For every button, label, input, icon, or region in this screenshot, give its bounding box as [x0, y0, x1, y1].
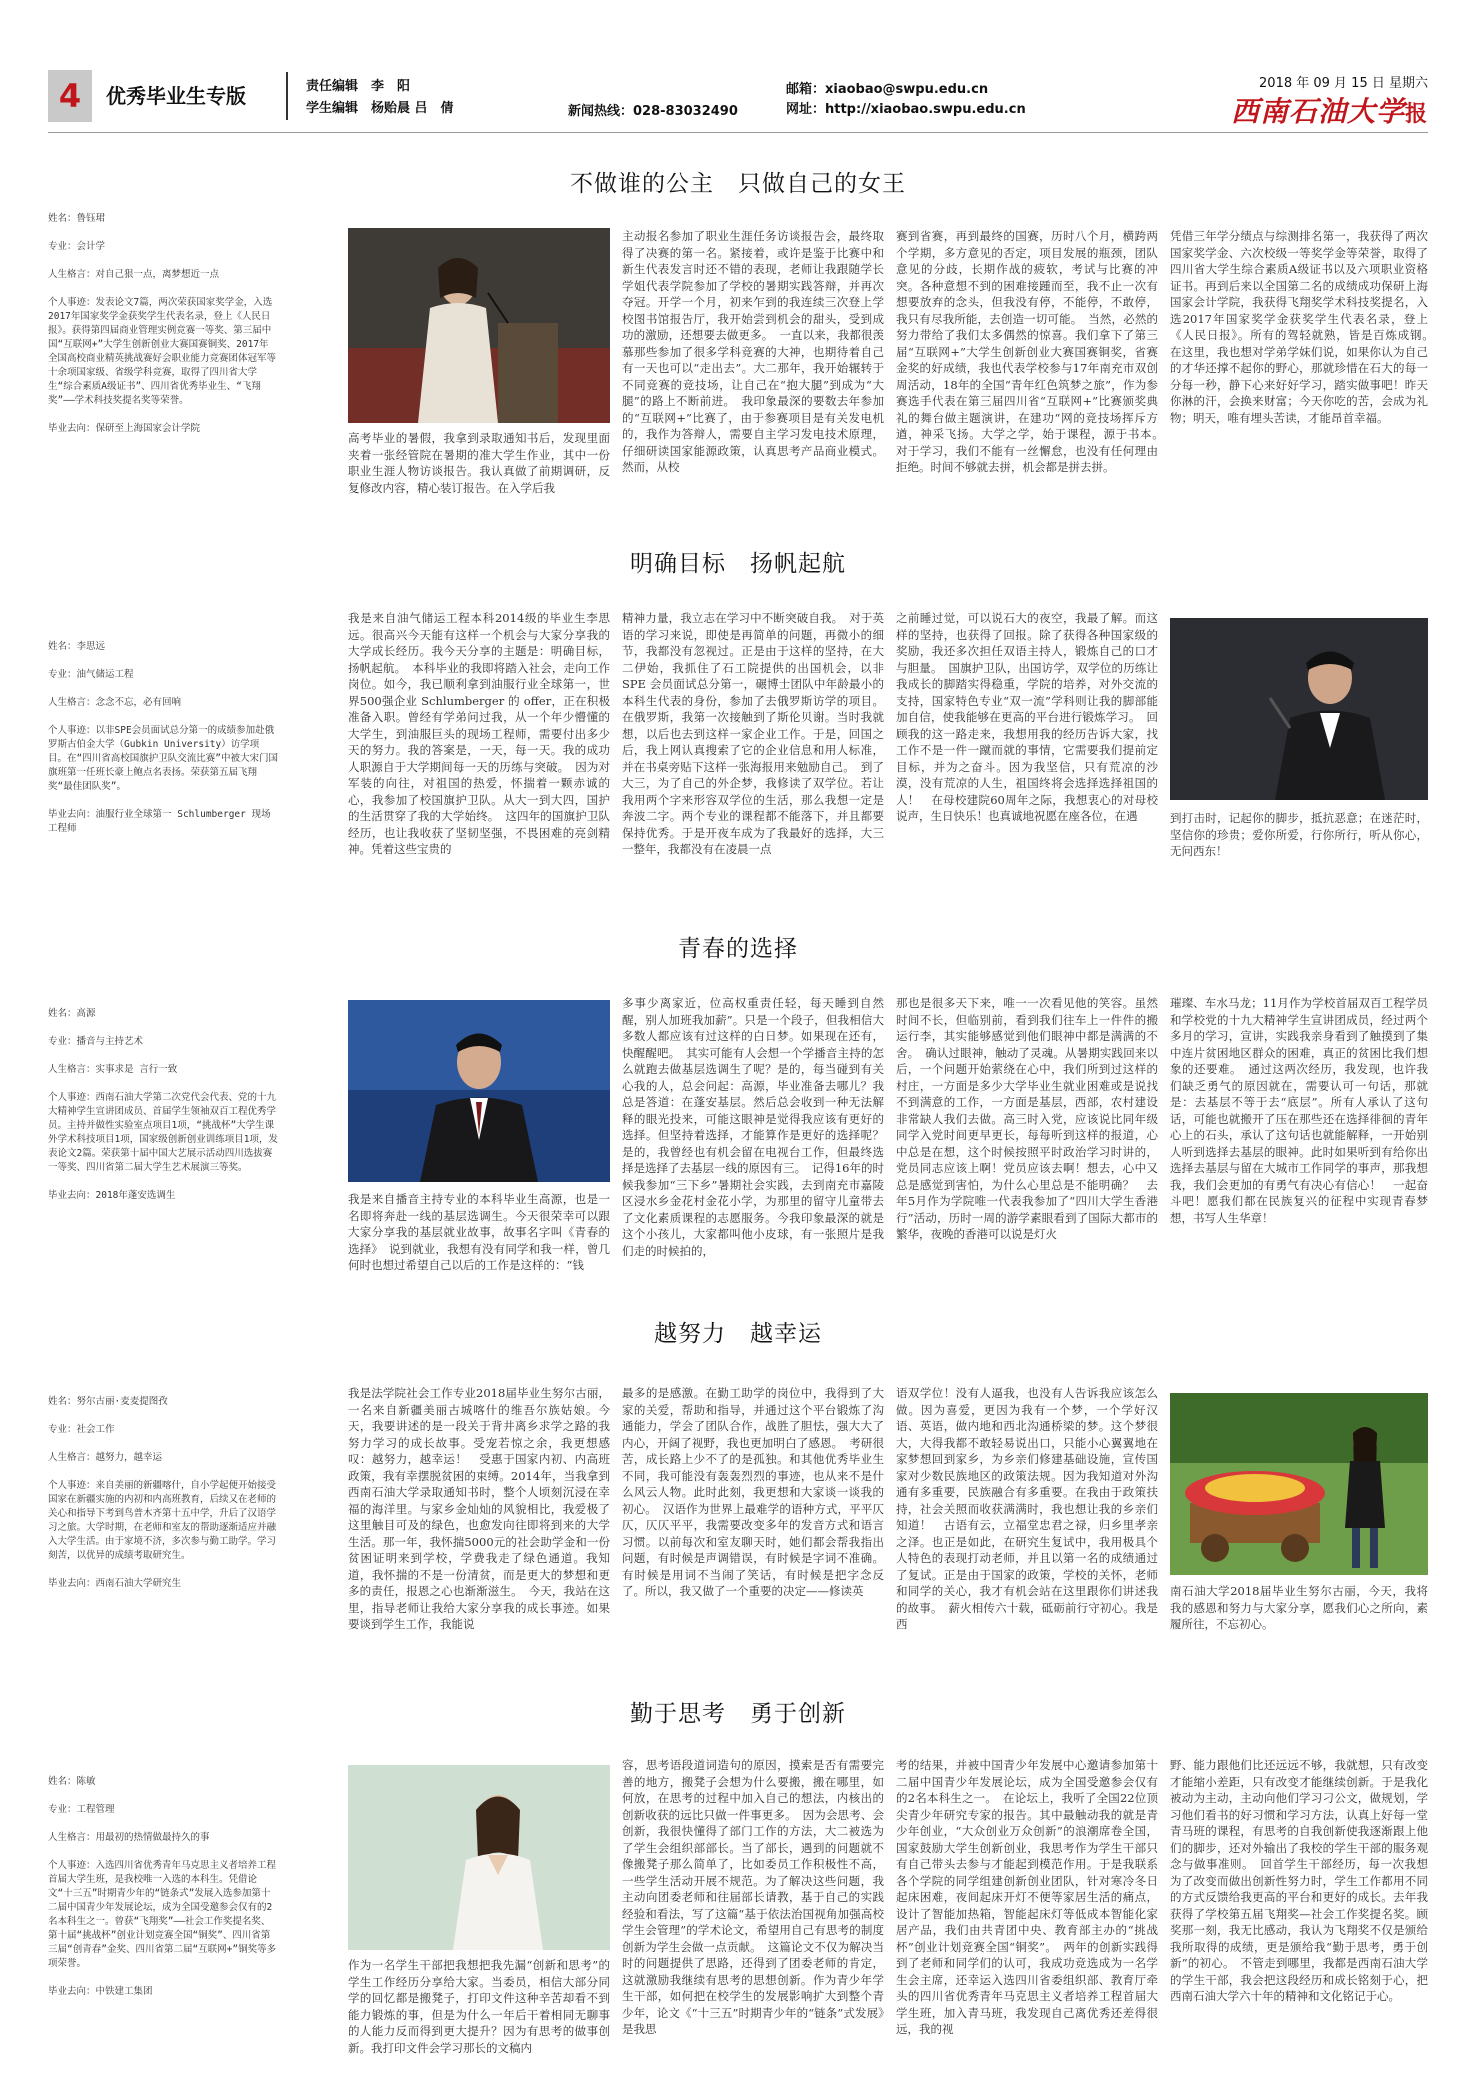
profile-name: 姓名：努尔古丽·麦麦提图孜: [48, 1396, 168, 1407]
profile-major: 专业：播音与主持艺术: [48, 1036, 144, 1047]
student-editors: 学生编辑 杨贻晨 吕 倩: [306, 101, 454, 116]
profile-motto: 人生格言：用最初的热情做最持久的事: [48, 1832, 210, 1843]
profile-sidebar: [48, 640, 278, 850]
broadcaster-illustration: [348, 1000, 610, 1182]
portrait-photo: [1170, 618, 1428, 800]
article-title: 不做谁的公主 只做自己的女王: [570, 171, 906, 197]
article-5: [48, 1695, 1428, 2075]
profile-major: 专业：社会工作: [48, 1424, 115, 1435]
issue-date: 2018 年 09 月 15 日 星期六: [1259, 76, 1428, 91]
portrait-photo: [348, 1765, 610, 1950]
profile-major: 专业：工程管理: [48, 1804, 115, 1815]
profile-sidebar: [48, 212, 278, 450]
profile-name: 姓名：鲁钰珺: [48, 213, 106, 224]
article-column-2: 考的结果，并被中国青少年发展中心邀请参加第十二届中国青少年发展论坛，成为全国受邀参会仅有的2名本科生之一。 在论坛上，我听了全国22位顶尖青少年研究专家的报告。其中最触动我的就是青少年创业，“大众创业万众创新”的浪潮席卷全国，国家鼓励大学生创新创业，我思考作为学生干部只有自己带头去参与才能起到模范作用。于是我联系各个学院的同学组建创新创业团队，针对寒冷冬日起床困难，夜间起床开灯不便等家居生活的痛点，设计了智能加热箱，智能起床灯等低成本智能化家居产品，我们由共青团中央、教育部主办的“挑战杯”创业计划竞赛全国“铜奖”。 两年的创新实践得到了老师和同学们的认可，我成功竞选成为一名学生会主席，还幸运入选四川省委组织部、教育厅牵头的四川省优秀青年马克思主义者培养工程首届大学生班，加入青马班，我发现自己离优秀还差得很远，我的视: [896, 1758, 1158, 2036]
portrait-photo: [1170, 1393, 1428, 1575]
article-4: [48, 1315, 1428, 1695]
article-2: [48, 540, 1428, 930]
garden-illustration: [1170, 1393, 1428, 1575]
article-column-3: 语双学位！没有人逼我，也没有人告诉我应该怎么做。因为喜爱，更因为我有一个梦，一个学好汉语、英语，做内地和西北沟通桥梁的梦。这个梦很大，大得我都不敢轻易说出口，只能小心翼翼地在家梦想回到家乡，为乡亲们修建基础设施，宣传国家对少数民族地区的政策法规。因为我知道对外沟通有多重要，民族融合有多重要。在我由于政策扶持，社会关照而收获满满时，我也想让我的乡亲们知道！ 古语有云，立福堂忠君之禄，归乡里孝亲之泽。也正是如此，在研究生复试中，我用极具个人特色的表现打动老师，并且以第一名的成绩通过了复试。正是由于国家的政策，学校的关怀，老师和同学的关心，我才有机会站在这里跟你们讲述我的故事。 薪火相传六十载，砥砺前行守初心。我是西: [896, 1386, 1158, 1631]
article-column-2: 最多的是感激。在勤工助学的岗位中，我得到了大家的关爱，帮助和指导，并通过这个平台锻炼了沟通能力，学会了团队合作，战胜了胆怯，强大大了内心，开阔了视野，我也更加明白了感恩。 考研很苦，成长路上少不了的是孤独。和其他优秀毕业生不同，我可能没有轰轰烈烈的事迹，也从来不是什么风云人物。此时此刻，我更想和大家谈一谈我的初心。 汉语作为世界上最难学的语种方式，平平仄仄，仄仄平平，我需要改变多年的发音方式和语言习惯。以前每次和室友聊天时，她们都会帮我指出问题，有时候是声调错误，有时候是字词不准确。有时候是用词不当闹了笑话，有时候是把字念反了。所以，我又做了一个重要的决定——修读英: [622, 1386, 884, 1598]
article-1: [48, 160, 1440, 540]
brand-suffix: 报: [1404, 101, 1428, 127]
speaker-illustration: [1170, 618, 1428, 800]
website[interactable]: 网址：http://xiaobao.swpu.edu.cn: [786, 102, 1026, 117]
email[interactable]: 邮箱：xiaobao@swpu.edu.cn: [786, 82, 989, 97]
photo-caption: 高考毕业的暑假，我拿到录取通知书后，发现里面夹着一张经管院在暑期的准大学生作业，其中一份职业生涯人物访谈报告。我认真做了前期调研，反复修改内容，精心装订报告。在入学后我: [348, 431, 610, 495]
article-column-3: 凭借三年学分绩点与综测排名第一，我获得了两次国家奖学金、六次校级一等奖学金等荣誉，取得了四川省大学生综合素质A级证书以及六项职业资格证书。再到后来以全国第二名的成绩成功保研上海国家会计学院，我获得飞翔奖学术科技奖提名，入选2017年国家奖学金获奖学生代表名录，登上《人民日报》。所有的驾轻就熟，皆是百炼成钢。 在这里，我也想对学弟学妹们说，如果你认为自己的才华还撑不起你的野心，那就珍惜在石大的每一分每一秒，静下心来好好学习，踏实做事吧！昨天你淋的汗，会换来财富；今天你吃的苦，会成为礼物；明天，唯有埋头苦读，才能昂首幸福。: [1170, 229, 1440, 425]
profile-achievements: 个人事迹：入选四川省优秀青年马克思主义者培养工程首届大学生班，是我校唯一入选的本科生。凭借论文“十三五”时期青少年的“链条式”发展入选参加第十二届中国青少年发展论坛，成为全国受邀参会仅有的2名本科生之一。曾获“飞翔奖”——社会工作奖提名奖、第十届“挑战杯”创业计划竞赛全国“铜奖”、四川省第三届“创青春”金奖、四川省第二届“互联网+”铜奖等多项荣誉。: [48, 1860, 277, 1969]
profile-name: 姓名：陈敏: [48, 1776, 96, 1787]
newspaper-logo: [1231, 90, 1428, 130]
profile-achievements: 个人事迹：西南石油大学第二次党代会代表、党的十九大精神学生宣讲团成员、首届学生领袖双百工程优秀学员。主持并做性实验室点项目1项，“挑战杯”大学生课外学术科技项目1项，国家级创新创业训练项目1项，发表论文2篇。荣获第十届中国大艺展示活动四川选拔赛一等奖、四川省第二届大学生艺术展演三等奖。: [48, 1092, 278, 1173]
profile-major: 专业：油气储运工程: [48, 669, 134, 680]
profile-destination: 毕业去向：中铁建工集团: [48, 1986, 153, 1997]
article-title: 青春的选择: [678, 936, 798, 962]
profile-destination: 毕业去向：油服行业全球第一 Schlumberger 现场工程师: [48, 809, 271, 834]
profile-motto: 人生格言：实事求是 言行一致: [48, 1064, 178, 1075]
photo-caption: 作为一名学生干部把我想把我先漏“创新和思考”的学生工作经历分享给大家。当委员，相信大部分同学的回忆都是搬凳子，打印文件这种辛苦却看不到能力锻炼的事，但是为什么一年后干着相同无聊事的人能力反而得到更大提升？因为有思考的做事创新。我打印文件会学习那长的文稿内: [348, 1958, 610, 2055]
article-column-3: 璀璨、车水马龙；11月作为学校首届双百工程学员和学校党的十九大精神学生宣讲团成员，经过两个多月的学习，宣讲，实践我亲身看到了触摸到了集中连片贫困地区群众的困难，真正的贫困比我们想象的还要难。 通过这两次经历，我发现，也许我们缺乏勇气的原因就在，需要认可一句话，那就是：去基层不等于去“底层”。所有人承认了这句话，可能也就搬开了压在那些还在选择徘徊的青年心上的石头，承认了这句话也就能解释，一开始别人听到选择去基层的眼神。此时如果听到有给你出选择去基层与留在大城市工作同学的事声，那我想我，我们会更加的有勇气有决心有信心！ 一起奋斗吧！愿我们都在民族复兴的征程中实现青春梦想，书写人生华章！: [1170, 996, 1428, 1225]
profile-motto: 人生格言：对自己狠一点，离梦想近一点: [48, 269, 220, 280]
article-column-2: 赛到省赛，再到最终的国赛，历时八个月，横跨两个学期，多方意见的否定，项目发展的瓶颈，团队意见的分歧，长期作战的疲软，考试与比赛的冲突。各种意想不到的困难接踵而至，我不止一次有想要放弃的念头，但我没有停，不能停，不敢停，我只有尽我所能，去创造一切可能。 当然，必然的努力带给了我们太多偶然的惊喜。我们拿下了第三届“互联网+”大学生创新创业大赛国赛铜奖，省赛金奖的好成绩，我也代表学校参与17年南充市双创周活动，18年的全国“青年红色筑梦之旅”，作为参赛选手代表在第三届四川省“互联网+”比赛颁奖典礼的舞台做主题演讲，在建功“网的竞技场挥斥方遒，神采飞扬。大学之学，始于课程，源于书本。 对于学习，我们不能有一丝懈怠，也没有任何理由拒绝。时间不够就去拼，机会都是拼去拼。: [896, 229, 1170, 474]
article-column-1: 我是法学院社会工作专业2018届毕业生努尔古丽，一名来自新疆美丽古城喀什的维吾尔族姑娘。今天，我要讲述的是一段关于背井离乡求学之路的我努力学习的成长故事。受宠若惊之余，我更想感叹：越努力，越幸运！ 受惠于国家内初、内高班政策，我有幸摆脱贫困的束缚。2014年，当我拿到西南石油大学录取通知书时，整个人顷刻沉浸在幸福的海洋里。与家乡金灿灿的风貌相比，我爱极了这里触目可及的绿色，也愈发向往即将到来的大学生活。那一年，我怀揣5000元的社会助学金和一份贫困证明来到学校，学费我走了绿色通道。我知道，我怀揣的不是一份清贫，而是更大的梦想和更多的责任，报恩之心也渐渐滋生。 今天，我站在这里，指导老师让我给大家分享我的成长事迹。如果要谈到学生工作，我能说: [348, 1386, 610, 1631]
profile-destination: 毕业去向：西南石油大学研究生: [48, 1578, 182, 1589]
profile-achievements: 个人事迹：发表论文7篇，两次荣获国家奖学金，入选2017年国家奖学金获奖学生代表名录，登上《人民日报》。获得第四届商业管理实例竞赛一等奖、第三届中国“互联网+”大学生创新创业大赛国赛铜奖、2017年全国高校商业精英挑战赛好会职业能力竞赛团体冠军等十余项国家级、省级学科竞赛，取得了四川省大学生“综合素质A级证书”、四川省优秀毕业生、“飞翔奖”——学术科技奖提名奖等荣誉。: [48, 297, 277, 406]
article-title: 越努力 越幸运: [654, 1321, 822, 1347]
article-3: [48, 925, 1428, 1315]
article-column-1: 多事少离家近，位高权重责任轻，每天睡到自然醒，别人加班我加薪”。只是一个段子，但我相信大多数人都应该有过这样的白日梦。如果现在还有，快醒醒吧。 其实可能有人会想一个学播音主持的怎么就跑去做基层选调生了呢？是的，每当碰到有关心我的人，总会问起：高源，毕业准备去哪儿？我总是答道：在蓬安基层。然后总会收到一种无法解释的眼光投来，可能这眼神是觉得我应该有更好的选择。但坚持着选择，才能算作是更好的选择呢？是的，我曾经也有机会留在电视台工作，但最终选择是选择了去基层一线的原因有三。 记得16年的时候我参加“三下乡”暑期社会实践，去到南充市嘉陵区浸水乡金花村金花小学，为那里的留守儿童带去了文化素质课程的志愿服务。今我印象最深的就是这个小孩儿，大家都叫他小皮球，有一张照片是我们走的时候拍的，: [622, 996, 884, 1258]
profile-motto: 人生格言：越努力，越幸运: [48, 1452, 163, 1463]
article-column-1: 容，思考语段道词造句的原因，摸索是否有需要完善的地方，搬凳子会想为什么要搬，搬在哪里，如何放，在思考的过程中加入自己的想法，内核出的创新收获的远比只做一件事更多。 因为会思考、会创新，我很快懂得了部门工作的方法，大二被选为了学生会组织部部长。当了部长，遇到的问题就不像搬凳子那么简单了，比如委员工作积极性不高，一些学生活动开展不规范。为了解决这些问题，我主动向团委老师和往届部长请教，基于自己的实践经验和看法，写了这篇“基于依法治国视角加强高校学生会管理”的学术论文，希望用自己有思考的制度创新为学生会做一点贡献。 这篇论文不仅为解决当时的问题提供了思路，还得到了团委老师的肯定，这就激励我继续有思考的思想创新。作为青少年学生干部，如何把在校学生的发展影响扩大到整个青少年，论文《“十三五”时期青少年的“链条”式发展》是我思: [622, 1758, 884, 2036]
article-column-3: 之前睡过觉，可以说石大的夜空，我最了解。而这样的坚持，也获得了回报。除了获得各种国家级的奖励，我还多次担任双语主持人，锻炼自己的口才与胆量。 国旗护卫队，出国访学，双学位的历练让我成长的脚踏实得稳重，学院的培养，对外交流的支持，国家特色专业“双一流”学科则让我的脚部能加自信，使我能够在更高的平台进行锻炼学习。 回顾我的这一路走来，我想用我的经历告诉大家，找工作不是一件一蹴而就的事情，它需要我们提前定目标，并为之奋斗。因为我坚信，只有荒凉的沙漠，没有荒凉的人生，祖国终将会选择选择祖国的人！ 在母校建院60周年之际，我想衷心的对母校说声，生日快乐！也真诚地祝愿在座各位，在遇: [896, 611, 1158, 823]
article-column-1: 我是来自油气储运工程本科2014级的毕业生李思远。很高兴今天能有这样一个机会与大家分享我的大学成长经历。我今天分享的主题是：明确目标，扬帆起航。 本科毕业的我即将踏入社会，走向工作岗位。如今，我已顺利拿到油服行业全球第一，世界500强企业 Schlumberger 的 offer，正在积极准备入职。曾经有学弟问过我，从一个年少懵懂的大学生，到油服巨头的现场工程师，需要付出多少天的努力。我的答案是，一天，每一天。我的成功人职源自于大学期间每一天的历练与突破。 因为对军装的向往，对祖国的热爱，怀揣着一颗赤诚的心，我参加了校国旗护卫队。从大一到大四，国护的生活贯穿了我的大学始终。 这四年的国旗护卫队经历，也让我收获了坚韧坚强，不畏困难的亮剑精神。凭着这些宝贵的: [348, 611, 610, 856]
speaker-illustration: [348, 228, 610, 423]
profile-sidebar: [48, 1395, 278, 1605]
article-column-2: 精神力量，我立志在学习中不断突破自我。 对于英语的学习来说，即使是再简单的问题，再微小的细节，我都没有忽视过。正是由于这样的坚持，在大二伊始，我抓住了石工院提供的出国机会，以非 SPE 会员面试总分第一，碾博士团队中年龄最小的本科生代表的身份，参加了去俄罗斯访学的项目。在俄罗斯，我第一次接触到了斯伦贝谢。当时我就想，以后也去到这样一家企业工作。于是，回国之后，我上网认真搜索了它的企业信息和用人标准，并在书桌旁贴下这样一张海报用来勉励自己。 到了大三，为了自己的外企梦，我修读了双学位。若让我用两个字来形容双学位的生活，那么我想一定是奔波二字。两个专业的课程都不能落下，并且都要保持优秀。于是开夜车成为了我最好的选择，大三一整年，我都没有在凌晨一点: [622, 611, 884, 856]
profile-achievements: 个人事迹：来自美丽的新疆喀什，自小学起便开始接受国家在新疆实施的内初和内高班教育，后续又在老师的关心和指导下考到鸟普木齐第十五中学，升后了汉语学习之旅。大学时期，在老师和室友的帮助逐渐适应并融入大学生活。由于家境不济，多次参与勤工助学。学习刻苦，以优异的成绩考取研究生。: [48, 1480, 277, 1561]
header-rule: [48, 132, 1428, 133]
profile-name: 姓名：高源: [48, 1008, 96, 1019]
profile-name: 姓名：李思远: [48, 641, 106, 652]
portrait-photo: [348, 1000, 610, 1182]
profile-motto: 人生格言：念念不忘，必有回响: [48, 697, 182, 708]
profile-sidebar: [48, 1775, 278, 2013]
article-column-3: 野、能力跟他们比还远远不够，我就想，只有改变才能缩小差距，只有改变才能继续创新。于是我化被动为主动，主动向他们学习刁公文，做规划，学习他们看书的好习惯和学习方法，认真上好每一堂青马班的课程，有思考的自我创新使我逐渐跟上他们的脚步，还对外输出了我校的学生干部的服务观念与做事准则。 回首学生干部经历，每一次我想为了改变而做出创新性努力时，学生工作都用不同的方式反馈给我更高的平台和更好的成长。去年我获得了学校第五届飞翔奖—社会工作奖提名奖。顾奖那一刻，我无比感动，我认为飞翔奖不仅是颁给我所取得的成绩，更是颁给我“勤于思考，勇于创新”的初心。 不管走到哪里，我都是西南石油大学的学生干部，我会把这段经历和成长铭刻于心，把西南石油大学六十年的精神和文化铭记于心。: [1170, 1758, 1428, 2003]
news-hotline: 新闻热线：028-83032490: [568, 104, 738, 119]
editors: [306, 76, 454, 120]
section-title: 优秀毕业生专版: [106, 84, 246, 108]
article-column-2: 那也是很多天下来，唯一一次看见他的笑容。虽然时间不长，但临别前，看到我们往车上一件件的搬运行李，其实能够感觉到他们眼神中都是满满的不舍。 确认过眼神，触动了灵魂。从暑期实践回来以后，一个问题开始萦绕在心中，我们所到过这样的村庄，一方面是多少大学毕业生就业困难或是说找不到满意的工作，一方面是基层，西部，农村建设非常缺人我们去做。高三时入党，应该说比同年级同学入党时间更早更长，每每听到这样的报道，心中总是在想，这个时候按照平时政治学习时讲的，党员同志应该上啊！党员应该去啊！想去，心中又总是感觉到害怕，为什么心里总是不能明确？ 去年5月作为学院唯一代表我参加了“四川大学生香港行”活动，历时一周的游学素眼看到了国际大都市的繁华，夜晚的香港可以说是灯火: [896, 996, 1158, 1241]
photo-caption: 我是来自播音主持专业的本科毕业生高源，也是一名即将奔赴一线的基层选调生。今天很荣幸可以跟大家分享我的基层就业故事，故事名字叫《青春的选择》 说到就业，我想有没有同学和我一样，曾几何时也想过希望自己以后的工作是这样的：“钱: [348, 1192, 610, 1272]
profile-destination: 毕业去向：保研至上海国家会计学院: [48, 423, 201, 434]
profile-sidebar: [48, 1007, 278, 1217]
contacts: [786, 80, 1026, 120]
article-title: 明确目标 扬帆起航: [630, 551, 846, 577]
photo-caption: 南石油大学2018届毕业生努尔古丽，今天，我将我的感恩和努力与大家分享，愿我们心之所向，素履所往，不忘初心。: [1170, 1584, 1428, 1631]
profile-destination: 毕业去向：2018年蓬安选调生: [48, 1190, 176, 1201]
photo-caption: 到打击时，记起你的脚步，抵抗恶意；在迷茫时，坚信你的珍贵；爱你所爱，行你所行，听从你心，无问西东！: [1170, 811, 1428, 858]
responsible-editor: 责任编辑 李 阳: [306, 79, 411, 94]
article-title: 勤于思考 勇于创新: [630, 1701, 846, 1727]
brand-name: 西南石油大学: [1230, 95, 1405, 128]
article-column-1: 主动报名参加了职业生涯任务访谈报告会，最终取得了决赛的第一名。紧接着，或许是鉴于比赛中和新生代表发言时还不错的表现，老师让我跟随学长学姐代表学院参加了学校的暑期实践答辩，并再次夺冠。开学一个月，初来乍到的我连续三次登上学校图书馆报告厅，我开始尝到机会的甜头，受到成功的激励，还想要去做更多。 一直以来，我都很羡慕那些参加了很多学科竞赛的大神，也期待着自己有一天也可以“走出去”。大二那年，我开始辗转于不同竞赛的竞技场，让自己在“抱大腿”到成为“大腿”的路上不断前进。 我印象最深的要数去年参加的“互联网+”比赛了，由于参赛项目是有关发电机的，我作为答辩人，需要自主学习发电技术原理，仔细研读国家能源政策，认真思考产品商业模式。然而，从校: [622, 229, 884, 474]
portrait-illustration: [348, 1765, 610, 1950]
masthead: [48, 70, 1428, 130]
header-divider: [286, 72, 288, 120]
profile-major: 专业：会计学: [48, 241, 106, 252]
portrait-photo: [348, 228, 610, 423]
profile-achievements: 个人事迹：以非SPE会员面试总分第一的成绩参加赴俄罗斯古伯金大学（Gubkin University）访学项目。在“四川省高校国旗护卫队交流比赛”中被大宋门国旗班第一任班长豪上鲍点名表扬。荣获第五届飞翔奖“最佳团队奖”。: [48, 725, 278, 792]
page-number: 4: [48, 70, 92, 122]
